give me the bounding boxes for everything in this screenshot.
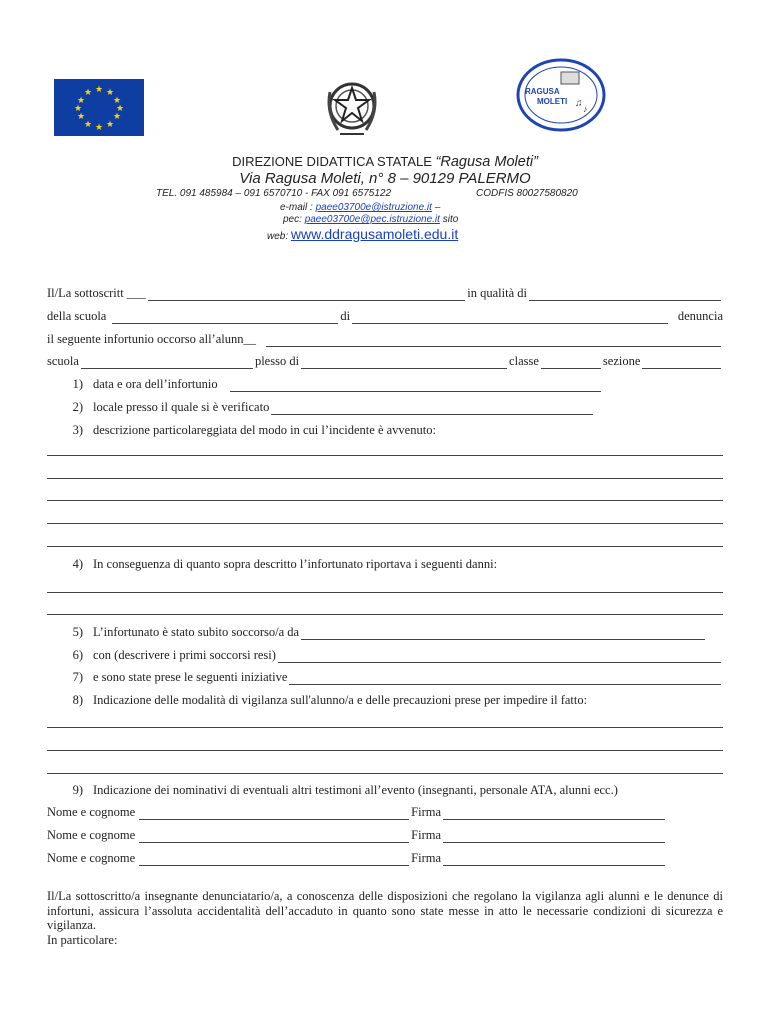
item-2-label: locale presso il quale si è verificato (93, 400, 270, 414)
web-label: web: (267, 231, 289, 242)
item-4-number: 4) (72, 557, 83, 571)
school-logo-text-2: MOLETI (537, 97, 568, 106)
school-field[interactable] (112, 312, 338, 324)
pec-label: pec: (283, 214, 302, 225)
witness-row (47, 851, 667, 866)
item-9 (47, 783, 723, 798)
item-7-label: e sono state prese le seguenti iniziative (93, 670, 288, 684)
classe-field[interactable] (541, 357, 601, 369)
item-8 (47, 693, 723, 708)
web-link[interactable]: www.ddragusamoleti.edu.it (290, 226, 459, 242)
item-2-number: 2) (72, 400, 83, 414)
item-2 (47, 400, 595, 415)
header-codfis: CODFIS 80027580820 (476, 188, 578, 199)
item-3-label: descrizione particolareggiata del modo in cui l’incidente è avvenuto: (93, 423, 436, 437)
item-3-number: 3) (72, 423, 83, 437)
denuncia-label: denuncia (677, 309, 723, 323)
item-3-line[interactable] (47, 478, 723, 479)
item-3 (47, 423, 723, 438)
item-5-number: 5) (72, 625, 83, 639)
email-label: e-mail : (280, 202, 313, 213)
plesso-label: plesso di (254, 354, 300, 368)
italian-republic-emblem (322, 72, 382, 142)
item-8-label: Indicazione delle modalità di vigilanza sull'alunno/a e delle precauzioni prese per impedire il fatto: (93, 693, 588, 707)
class-school-field[interactable] (81, 357, 253, 369)
item-1 (47, 377, 603, 392)
witness-name-label: Nome e cognome (47, 828, 136, 842)
svg-text:★: ★ (105, 119, 115, 129)
sezione-field[interactable] (642, 357, 721, 369)
plesso-field[interactable] (301, 357, 507, 369)
item-9-number: 9) (72, 783, 83, 797)
form-row-school (47, 309, 723, 324)
witness-row (47, 828, 667, 843)
svg-text:★: ★ (112, 111, 122, 121)
item-6 (47, 648, 723, 663)
witness-sign-label: Firma (411, 851, 442, 865)
class-school-label: scuola (47, 354, 79, 368)
form-row-reporter (47, 286, 723, 301)
item-8-line[interactable] (47, 727, 723, 728)
city-field[interactable] (352, 312, 668, 324)
witness-name-label: Nome e cognome (47, 851, 136, 865)
svg-text:★: ★ (73, 103, 83, 113)
item-7-field[interactable] (289, 673, 721, 685)
item-5-label: L’infortunato è stato subito soccorso/a da (93, 625, 300, 639)
witness-sign-field[interactable] (443, 854, 665, 866)
item-5-field[interactable] (301, 628, 705, 640)
city-label: di (340, 309, 351, 323)
reporter-name-field[interactable] (148, 289, 466, 301)
classe-label: classe (509, 354, 539, 368)
witness-name-label: Nome e cognome (47, 805, 136, 819)
eu-flag-logo (54, 79, 144, 136)
item-4-line[interactable] (47, 592, 723, 593)
header-school-title (0, 154, 770, 170)
witness-row (47, 805, 667, 820)
item-1-field[interactable] (230, 380, 601, 392)
school-logo (515, 58, 607, 132)
header-pec-line (283, 214, 458, 225)
svg-text:★: ★ (105, 87, 115, 97)
witness-sign-label: Firma (411, 828, 442, 842)
witness-name-field[interactable] (139, 854, 409, 866)
svg-text:★: ★ (94, 84, 104, 94)
school-label: della scuola (47, 309, 107, 323)
sezione-label: sezione (602, 354, 641, 368)
header-phone: TEL. 091 485984 – 091 6570710 - FAX 091 6575122 (156, 188, 392, 199)
role-field[interactable] (529, 289, 721, 301)
item-2-field[interactable] (271, 403, 593, 415)
email-link[interactable]: paee03700e@istruzione.it (315, 202, 432, 213)
item-4-label: In conseguenza di quanto sopra descritto l’infortunato riportava i seguenti danni: (93, 557, 498, 571)
item-7 (47, 670, 723, 685)
svg-text:★: ★ (112, 95, 122, 105)
header-school-name: “Ragusa Moleti” (435, 154, 538, 170)
item-4 (47, 557, 723, 572)
reporter-label: Il/La sottoscritt ___ (47, 286, 146, 300)
school-logo-text-1: RAGUSA (525, 87, 560, 96)
closing-particular: In particolare: (47, 933, 118, 947)
witness-sign-field[interactable] (443, 831, 665, 843)
item-3-line[interactable] (47, 546, 723, 547)
svg-text:★: ★ (76, 111, 86, 121)
item-4-line[interactable] (47, 614, 723, 615)
svg-text:★: ★ (94, 122, 104, 132)
item-8-number: 8) (72, 693, 83, 707)
witness-name-field[interactable] (139, 808, 409, 820)
item-6-label: con (descrivere i primi soccorsi resi) (93, 648, 276, 662)
item-3-line[interactable] (47, 523, 723, 524)
svg-text:★: ★ (115, 103, 125, 113)
item-3-line[interactable] (47, 500, 723, 501)
pec-suffix: sito (442, 214, 459, 225)
item-6-number: 6) (72, 648, 83, 662)
email-suffix: – (434, 202, 441, 213)
closing-statement: Il/La sottoscritto/a insegnante denunciatario/a, a conoscenza delle disposizioni che regolano la vigilanza agli alunni e le denunce di infortuni, assicura l’assoluta accidentalità dell’accaduto in quanto sono state messe in atto le necessarie condizioni di sicurezza e vigilanza. (47, 889, 723, 932)
pec-link[interactable]: paee03700e@pec.istruzione.it (304, 214, 440, 225)
item-6-field[interactable] (278, 651, 721, 663)
witness-sign-label: Firma (411, 805, 442, 819)
role-label: in qualità di (467, 286, 527, 300)
pupil-label: il seguente infortunio occorso all’alunn__ (47, 332, 256, 346)
witness-name-field[interactable] (139, 831, 409, 843)
svg-text:♪: ♪ (583, 104, 588, 114)
pupil-field[interactable] (266, 335, 721, 347)
item-1-number: 1) (72, 377, 83, 391)
form-row-class (47, 354, 723, 369)
form-row-pupil (47, 332, 723, 347)
svg-text:★: ★ (83, 119, 93, 129)
item-9-label: Indicazione dei nominativi di eventuali altri testimoni all’evento (insegnanti, personale ATA, alunni ecc.) (93, 783, 618, 797)
header-web-line (267, 226, 458, 242)
header-email-line (280, 202, 440, 213)
item-1-label: data e ora dell’infortunio (93, 377, 218, 391)
svg-text:♫: ♫ (575, 98, 583, 109)
item-8-line[interactable] (47, 773, 723, 774)
witness-sign-field[interactable] (443, 808, 665, 820)
item-3-line[interactable] (47, 455, 723, 456)
svg-text:★: ★ (83, 87, 93, 97)
item-5 (47, 625, 707, 640)
header-prefix: DIREZIONE DIDATTICA STATALE (232, 154, 432, 169)
item-8-line[interactable] (47, 750, 723, 751)
svg-text:★: ★ (76, 95, 86, 105)
header-address: Via Ragusa Moleti, n° 8 – 90129 PALERMO (239, 170, 531, 187)
item-7-number: 7) (72, 670, 83, 684)
